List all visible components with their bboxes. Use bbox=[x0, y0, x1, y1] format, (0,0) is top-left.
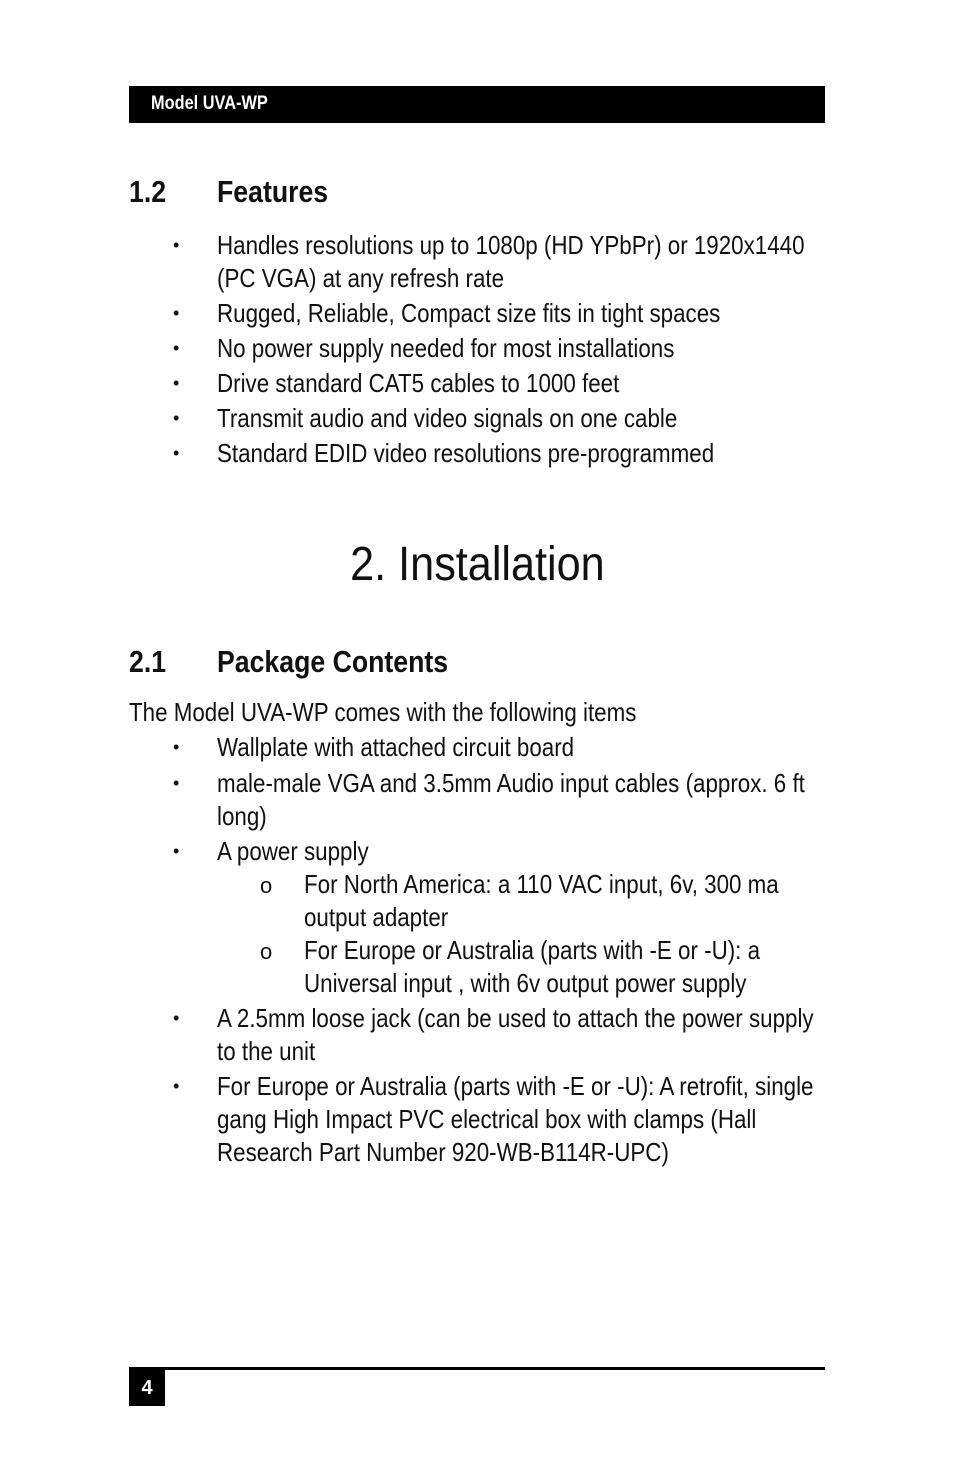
list-item-text: A 2.5mm loose jack (can be used to attach the power supply bbox=[217, 1003, 814, 1033]
list-item-text: to the unit bbox=[217, 1036, 316, 1066]
chapter-title-text: 2. Installation bbox=[349, 538, 605, 591]
list-item-text: For Europe or Australia (parts with -E or -U): A retrofit, single bbox=[217, 1071, 814, 1101]
features-section-title: Features bbox=[217, 174, 329, 209]
bullet-icon: • bbox=[173, 373, 180, 393]
list-item-text: (PC VGA) at any refresh rate bbox=[217, 263, 505, 293]
list-item-text: No power supply needed for most installations bbox=[217, 333, 675, 363]
sub-list-item-text: For North America: a 110 VAC input, 6v, 300 ma bbox=[304, 869, 779, 899]
bullet-icon: • bbox=[173, 841, 180, 861]
list-item-text: long) bbox=[217, 801, 267, 831]
package-contents-section-number: 2.1 bbox=[129, 644, 167, 679]
list-item-text: Transmit audio and video signals on one cable bbox=[217, 403, 678, 433]
bullet-icon: • bbox=[173, 443, 180, 463]
list-item-text: male-male VGA and 3.5mm Audio input cables (approx. 6 ft bbox=[217, 768, 805, 798]
bullet-icon: • bbox=[173, 338, 180, 358]
list-item-text: Standard EDID video resolutions pre-programmed bbox=[217, 438, 715, 468]
bullet-icon: • bbox=[173, 408, 180, 428]
header-title: Model UVA-WP bbox=[151, 93, 268, 114]
list-item-text: A power supply bbox=[217, 836, 369, 866]
package-contents-section-title: Package Contents bbox=[217, 644, 449, 679]
footer-rule bbox=[129, 1367, 825, 1370]
list-item-text: Drive standard CAT5 cables to 1000 feet bbox=[217, 368, 620, 398]
list-item-text: Wallplate with attached circuit board bbox=[217, 732, 575, 762]
bullet-icon: • bbox=[173, 235, 180, 255]
bullet-icon: • bbox=[173, 1076, 180, 1096]
list-item-text: Handles resolutions up to 1080p (HD YPbPr) or 1920x1440 bbox=[217, 230, 805, 260]
chapter-title bbox=[0, 537, 954, 592]
circle-bullet-icon: o bbox=[260, 939, 273, 964]
bullet-icon: • bbox=[173, 1008, 180, 1028]
features-section-number: 1.2 bbox=[129, 174, 167, 209]
sub-list-item-text: output adapter bbox=[304, 902, 449, 932]
package-contents-intro: The Model UVA-WP comes with the following items bbox=[129, 697, 637, 727]
list-item-text: Rugged, Reliable, Compact size fits in tight spaces bbox=[217, 298, 721, 328]
page-number: 4 bbox=[129, 1370, 165, 1406]
bullet-icon: • bbox=[173, 303, 180, 323]
bullet-icon: • bbox=[173, 773, 180, 793]
circle-bullet-icon: o bbox=[260, 873, 273, 898]
sub-list-item-text: For Europe or Australia (parts with -E or -U): a bbox=[304, 935, 761, 965]
list-item-text: Research Part Number 920-WB-B114R-UPC) bbox=[217, 1137, 669, 1167]
list-item-text: gang High Impact PVC electrical box with clamps (Hall bbox=[217, 1104, 757, 1134]
header-bar bbox=[129, 86, 825, 123]
sub-list-item-text: Universal input , with 6v output power supply bbox=[304, 968, 747, 998]
bullet-icon: • bbox=[173, 737, 180, 757]
